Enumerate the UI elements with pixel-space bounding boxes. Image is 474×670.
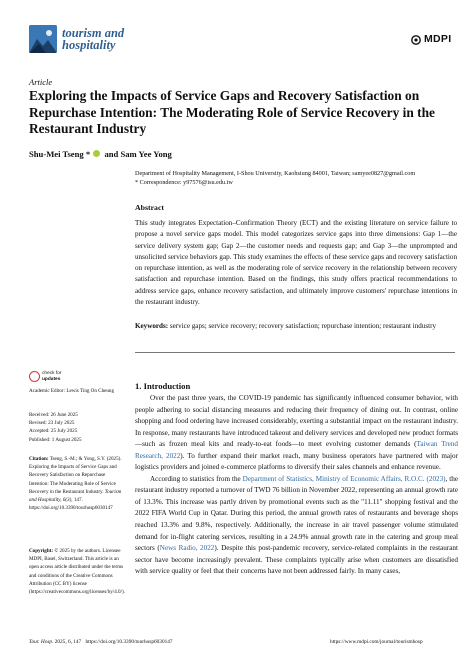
section-heading: 1. Introduction — [135, 381, 191, 391]
corresponding-mark: * — [85, 149, 91, 159]
author-name[interactable]: Shu-Mei Tseng — [29, 149, 84, 159]
affiliation: Department of Hospitality Management, I-Shou University, Kaohsiung 84001, Taiwan; samyee0827@gmail.com — [135, 170, 416, 177]
author-list — [29, 149, 172, 159]
footer-journal: Tour. Hosp. — [29, 639, 54, 645]
copyright-block — [29, 547, 125, 596]
academic-editor: Academic Editor: Lewis Ting On Cheung — [29, 388, 115, 394]
paragraph-text: ). To further expand their market reach, many business operators have partnered with major logistics providers and joined e-commerce platforms to diversify their sales channels and enhance revenue. — [135, 451, 458, 472]
paragraph — [135, 393, 458, 474]
check-updates-label[interactable] — [42, 371, 61, 382]
keywords-block — [135, 321, 457, 332]
journal-name-line1: tourism and — [62, 26, 125, 40]
published-date: Published: 1 August 2025 — [29, 436, 82, 443]
journal-name-line2: hospitality — [62, 38, 116, 52]
check-updates-icon[interactable] — [29, 371, 40, 382]
body-paragraphs — [135, 393, 458, 578]
journal-name — [62, 27, 124, 51]
accepted-date: Accepted: 25 July 2025 — [29, 428, 78, 435]
citation-link[interactable]: News Radio, 2022 — [159, 544, 215, 553]
paragraph-text: ). Despite this post-pandemic recovery, service-related complaints in the restaurant sector have become increasingly prevalent. These complaints typically arise when customers are dissatisfied with service quality or feel that their concerns have not been addressed fairly. In many cases, — [135, 544, 458, 576]
check-updates-line2: updates — [42, 376, 61, 382]
citation-doi[interactable]: 147. https://doi.org/10.3390/tourhosp6030147 — [29, 497, 113, 512]
citation-link[interactable]: Department of Statistics, Ministry of Economic Affairs, R.O.C. (2023) — [242, 474, 446, 483]
section-divider — [135, 352, 455, 353]
paragraph-text: , the restaurant industry reported a turnover of TWD 76 billion in November 2022, representing an annual growth rate of 13.3%. This increase was partly driven by promotional events such as the "11.11" shopping festival and the 2022 FIFA World Cup in Qatar. During this period, the annual growth rates of restaurants and beverage shops reached 13.3% and 9.8%, respectively. Additionally, the increase in air travel passenger volume stimulated demand for in-flight catering services, resulting in a 24.9% annual growth rate in the catering and group meal sectors ( — [135, 474, 459, 553]
paragraph — [135, 474, 458, 578]
citation-journal: Tourism and Hospitality, 6(3), — [29, 488, 122, 504]
citation-link[interactable]: Taiwan Trend Research, 2022 — [135, 440, 458, 460]
paragraph-text: According to statistics from the — [150, 474, 243, 483]
footer-doi[interactable]: https://doi.org/10.3390/tourhosp6030147 — [85, 639, 173, 645]
citation-block — [29, 455, 125, 512]
publisher-logo: MDPI — [424, 33, 452, 45]
footer-site[interactable]: https://www.mdpi.com/journal/tourismhosp — [330, 639, 423, 645]
correspondence: * Correspondence: y97576@isu.edu.tw — [135, 178, 233, 186]
article-title: Exploring the Impacts of Service Gaps and Recovery Satisfaction on Repurchase Intention: The Moderating Role of Service Recovery in the Restaurant Industry — [29, 88, 436, 136]
mdpi-logo-icon — [411, 32, 421, 42]
keywords-text: service gaps; service recovery; recovery satisfaction; repurchase intention; restaurant industry — [169, 322, 436, 330]
dates-block — [29, 411, 125, 444]
check-updates-line1: check for — [42, 371, 62, 376]
affiliation-block — [135, 170, 455, 188]
author-name[interactable]: and Sam Yee Yong — [104, 149, 172, 159]
citation-label: Citation: — [29, 456, 49, 462]
paragraph-text: Over the past three years, the COVID-19 pandemic has significantly influenced consumer behavior, with people adhering to social distancing measures and reducing their frequency of dining out. In contrast, online shopping and food ordering have increased considerably, exerting a substantial impact on the restaurant industry. In response, many restaurants have introduced takeout and delivery services and developed new product formats—such as frozen meal kits and ready-to-eat foods—to meet evolving customer demands ( — [135, 394, 458, 449]
copyright-text: © 2025 by the authors. Licensee MDPI, Basel, Switzerland. This article is an open access article distributed under the terms and conditions of the Creative Commons Attribution (CC BY) license (https://creativecommons.org/licenses/by/4.0/). — [29, 548, 125, 596]
page-footer — [29, 639, 173, 645]
citation-text: Tseng, S.-M.; & Yong, S.Y. (2025). Exploring the Impacts of Service Gaps and Recovery Satisfaction on Repurchase Intention: The Moderating Role of Service Recovery in the Restaurant Industry. — [29, 456, 122, 495]
article-type-label: Article — [29, 77, 53, 87]
copyright-label: Copyright: — [29, 548, 54, 554]
received-date: Received: 26 June 2025 — [29, 412, 78, 418]
abstract-heading: Abstract — [135, 203, 165, 212]
footer-year-volume: 2025, 6, 147 — [54, 639, 82, 645]
revised-date: Revised: 23 July 2025 — [29, 420, 75, 427]
journal-logo — [29, 25, 57, 53]
keywords-label: Keywords: — [135, 322, 169, 330]
abstract-text: This study integrates Expectation–Confirmation Theory (ECT) and the existing literature on service failure to propose a novel service gaps model. This model categorizes service gaps into three dimensions: Gap 1—the service delivery system gap; Gap 2—the customer needs and requests gap; and Gap 3—the unprompted and unsolicited service behaviors gap. This study examines the effects of these service gaps and recovery satisfaction on repurchase intention, as well as the moderating role of service recovery in the relationship between recovery satisfaction and repurchase intention. Based on the findings, this study offers practical recommendations to address service gaps, enhance recovery satisfaction, and ultimately improve customers' repurchase intentions in the restaurant industry. — [135, 219, 457, 307]
orcid-icon[interactable] — [93, 150, 100, 157]
